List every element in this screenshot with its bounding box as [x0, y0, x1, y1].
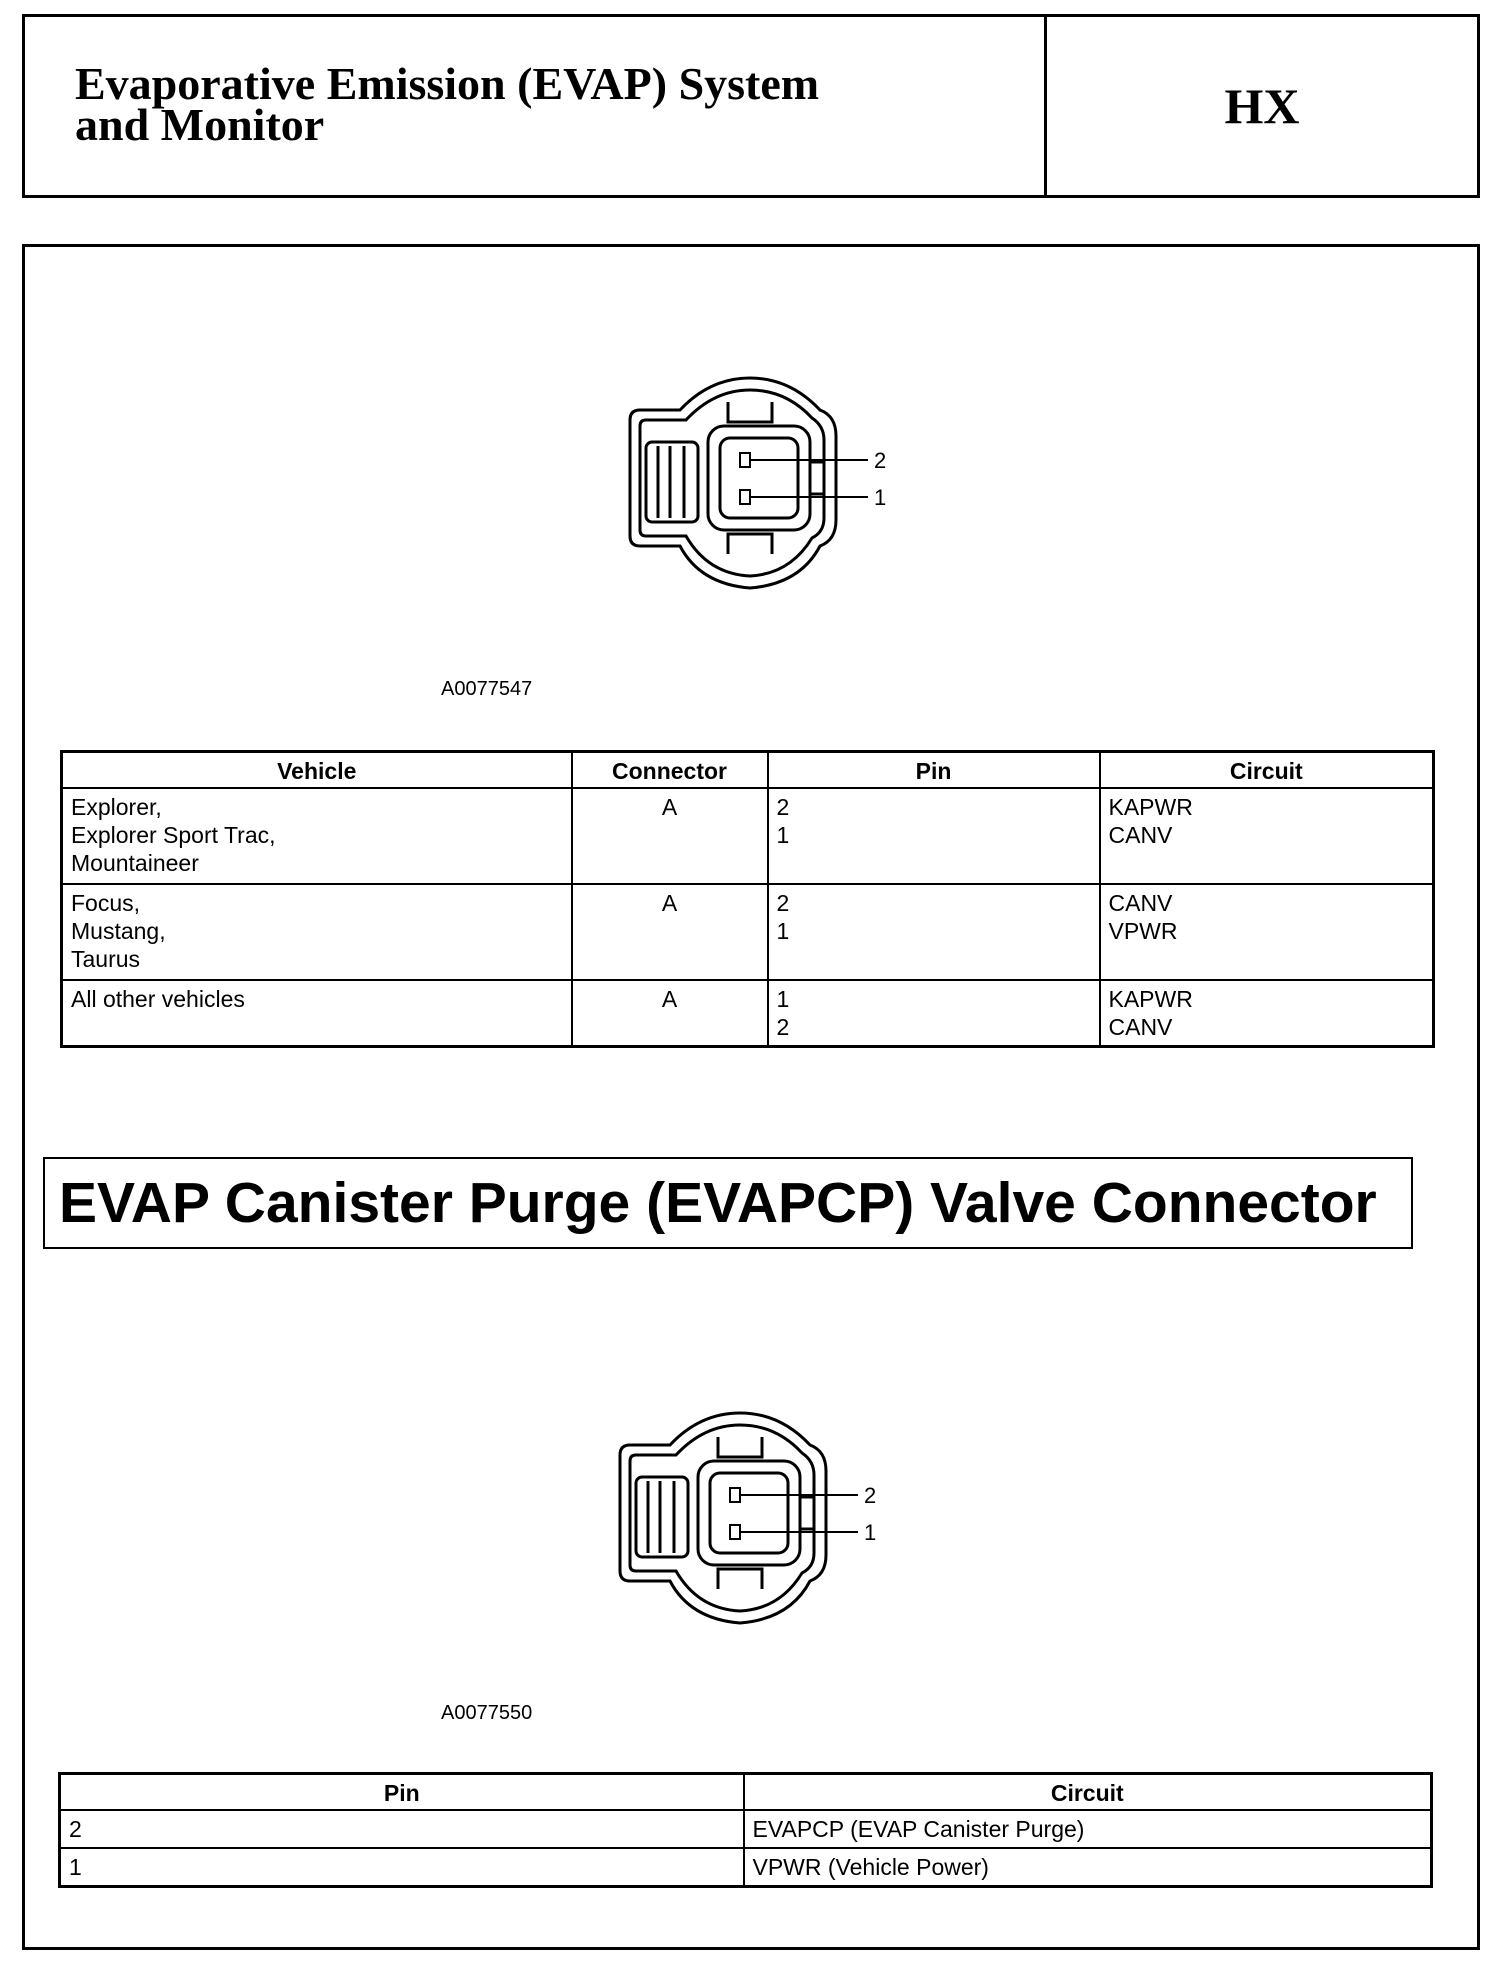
table-header-row — [62, 752, 1434, 789]
page-title — [75, 58, 1015, 150]
vehicle-name: Explorer, — [71, 794, 162, 820]
pin-cell: 1 — [60, 1848, 744, 1887]
section-heading: EVAP Canister Purge (EVAPCP) Valve Connector — [43, 1157, 1413, 1249]
connector-pinout-table — [60, 750, 1435, 1048]
vehicle-name: Focus, — [71, 890, 141, 916]
page-title-line-2: and Monitor — [75, 99, 325, 150]
circuit-cell: VPWR (Vehicle Power) — [744, 1848, 1432, 1887]
page-header — [22, 14, 1480, 198]
connector-diagram-1 — [600, 370, 900, 600]
circuit-value: VPWR — [1108, 918, 1178, 944]
pin-cell — [768, 980, 1100, 1047]
connector-cell: A — [572, 980, 768, 1047]
connector-1-pin-label-1: 1 — [874, 485, 887, 510]
connector-cell: A — [572, 788, 768, 884]
connector-2-pin-label-1: 1 — [864, 1520, 877, 1545]
connector-1-pin-label-2: 2 — [874, 448, 887, 473]
pin-value: 2 — [776, 794, 790, 820]
pin-cell — [768, 788, 1100, 884]
figure-2-id: A0077550 — [441, 1702, 533, 1724]
vehicle-name: All other vehicles — [71, 986, 245, 1012]
pin-value: 1 — [776, 986, 790, 1012]
connector-diagram-2 — [600, 1405, 900, 1635]
column-header-circuit: Circuit — [1100, 752, 1434, 789]
pin-value: 2 — [776, 890, 790, 916]
connector-2-pin-label-2: 2 — [864, 1483, 877, 1508]
circuit-value: CANV — [1108, 890, 1173, 916]
column-header-vehicle: Vehicle — [62, 752, 572, 789]
table-row — [60, 1848, 1432, 1887]
column-header-connector: Connector — [572, 752, 768, 789]
section-code: HX — [1224, 78, 1300, 134]
pin-value: 1 — [776, 918, 790, 944]
circuit-value: KAPWR — [1108, 794, 1193, 820]
evapcp-pinout-table — [58, 1772, 1433, 1888]
column-header-pin: Pin — [60, 1774, 744, 1811]
circuit-cell — [1100, 788, 1434, 884]
column-header-circuit: Circuit — [744, 1774, 1432, 1811]
pin-cell: 2 — [60, 1810, 744, 1848]
circuit-cell: EVAPCP (EVAP Canister Purge) — [744, 1810, 1432, 1848]
circuit-value: CANV — [1108, 1014, 1173, 1040]
vehicle-name: Mountaineer — [71, 850, 199, 876]
connector-cell: A — [572, 884, 768, 980]
table-row — [60, 1810, 1432, 1848]
column-header-pin: Pin — [768, 752, 1100, 789]
page-title-line-1: Evaporative Emission (EVAP) System — [75, 58, 820, 109]
vehicle-name: Taurus — [71, 946, 141, 972]
table-row — [62, 788, 1434, 884]
connector-2-housing — [620, 1413, 826, 1623]
table-row — [62, 980, 1434, 1047]
pin-value: 1 — [776, 822, 790, 848]
connector-1-housing — [630, 378, 836, 588]
table-row — [62, 884, 1434, 980]
vehicle-name: Explorer Sport Trac, — [71, 822, 276, 848]
circuit-cell — [1100, 980, 1434, 1047]
vehicle-cell — [62, 884, 572, 980]
pin-cell — [768, 884, 1100, 980]
vehicle-name: Mustang, — [71, 918, 166, 944]
vehicle-cell — [62, 980, 572, 1047]
figure-1-id: A0077547 — [441, 678, 533, 700]
circuit-value: KAPWR — [1108, 986, 1193, 1012]
pin-value: 2 — [776, 1014, 790, 1040]
circuit-cell — [1100, 884, 1434, 980]
circuit-value: CANV — [1108, 822, 1173, 848]
table-header-row — [60, 1774, 1432, 1811]
vehicle-cell — [62, 788, 572, 884]
